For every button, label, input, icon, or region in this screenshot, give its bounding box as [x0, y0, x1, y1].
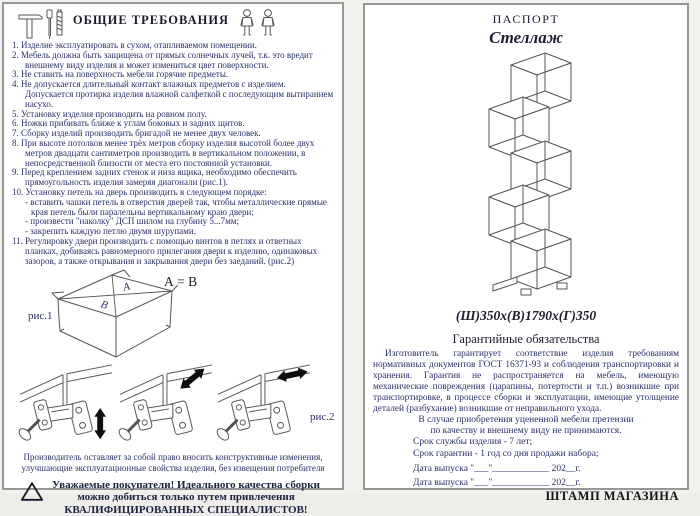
figure-1-label: рис.1 [28, 310, 53, 323]
warranty-title: Гарантийные обязательства [452, 332, 600, 346]
manufacturer-note [4, 452, 342, 473]
requirement-item: 2. Мебель должна быть защищена от прямых солнечных лучей, т.к. это вредит внешнему виду изделия и может измениться цвет поверхности. [12, 49, 313, 70]
left-panel-title: ОБЩИЕ ТРЕБОВАНИЯ [72, 13, 230, 27]
service-life: Срок службы изделия - 7 лет; [413, 437, 533, 447]
manufacturer-note-line2: улучшающие эксплуатационные свойства изделия, без извещения потребителя [21, 462, 325, 473]
warning-text [44, 479, 328, 516]
requirement-subitem: - произвести "наколку" ДСП шилом на глубину 5...7мм; [25, 216, 239, 227]
diagonal-a-label: А [121, 280, 132, 295]
passport-panel [363, 3, 689, 503]
requirement-item: 9. Перед креплением задних стенок и низа ящика, необходимо обеспечить прямоугольность изделия замеряя диагонали (рис.1). [12, 167, 297, 188]
requirement-subitem: - закрепить каждую петлю двумя шурупами. [25, 226, 196, 237]
warning-line2: можно добиться только путем привлечения [77, 491, 295, 504]
requirements-list [4, 40, 342, 266]
shelf-drawing [373, 51, 679, 307]
passport-title: ПАСПОРТ [492, 12, 560, 26]
requirement-subitem: - вставить чашки петель в отверстия дверей так, чтобы металлические прямые края петель были паралельны вертикальному краю двери; [25, 196, 327, 217]
hinge-adjust-diagonal-diagram [116, 363, 214, 449]
warning-line1: Уважаемые покупатели! Идеального качества сборки [52, 478, 320, 491]
hinge-adjust-vertical-diagram [16, 363, 114, 449]
discount-note [373, 415, 679, 437]
warranty-text: Изготовитель гарантирует соответствие изделия требованиям нормативных документов ГОСТ 16371-93 и соблюдения транспортировки и хранения. Гарантия не распространяется на мебель, имеющую механические повреждения (царапины, потертости и т.п.) возникшие при транспортировке, в процессе сборки и эксплуатации, имеющие утолщение деталей (разбухание) возникшие от неправильного ухода. [373, 349, 679, 414]
figure-2-row [4, 363, 342, 451]
requirement-subitem: Допускается протирка изделия влажной салфеткой с последующим вытиранием насухо. [25, 88, 334, 109]
requirement-item: 1. Изделие эксплуатировать в сухом, отапливаемом помещении. [12, 40, 257, 50]
requirement-item: 4. Не допускается длительный контакт влажных предметов с изделием. [12, 79, 286, 90]
figure-1-row [4, 266, 342, 363]
vertical-adjust-arrow-icon [94, 408, 106, 439]
warning-line3: КВАЛИФИЦИРОВАННЫХ СПЕЦИАЛИСТОВ! [64, 503, 308, 516]
figure-2-label: рис.2 [310, 411, 335, 424]
general-requirements-panel [2, 2, 344, 516]
requirement-item: 6. Ножки прибивать ближе к углам боковых и задних щитов. [12, 118, 245, 129]
manufacturer-note-line1: Производитель оставляет за собой право вносить конструктивные изменения, [23, 452, 323, 463]
warning-triangle-icon [20, 479, 44, 502]
two-person-assembly-icon [238, 8, 280, 39]
discount-note-line1: В случае приобретения уцененной мебели претензии [418, 415, 634, 425]
requirement-item: 11. Регулировку двери производить с помощью винтов в петлях и ответных планках, добиваясь равномерного прилегания двери к изделию, одинаковых зазоров, а также открывания и закрывания двери без заеданий. (рис.2) [12, 235, 318, 266]
requirement-item: 3. Не ставить на поверхность мебели горячие предметы. [12, 69, 229, 80]
requirement-item: 10. Установку петель на дверь производить в следующем порядке: [12, 186, 267, 197]
hinge-adjust-depth-diagram [214, 363, 312, 449]
service-terms [413, 437, 679, 460]
diagonal-equality-text: А = В [164, 274, 198, 290]
release-date-line-1: Дата выпуска "___"____________ 202__г. [413, 464, 581, 474]
product-dimensions: (Ш)350х(В)1790х(Г)350 [455, 308, 597, 323]
diagonal-b-label: В [99, 298, 110, 313]
left-panel-header [4, 4, 342, 40]
requirement-item: 5. Установку изделия производить на ровном полу. [12, 108, 207, 119]
tools-icon [16, 8, 64, 41]
requirement-item: 7. Сборку изделий производить бригадой не менее двух человек. [12, 128, 261, 139]
store-stamp-label: ШТАМП МАГАЗИНА [545, 489, 679, 503]
warranty-period: Срок гарантии - 1 год со дня продажи набора; [413, 448, 599, 459]
product-name: Стеллаж [489, 28, 563, 47]
assembly-warning [4, 479, 342, 516]
discount-note-line2: по качеству и внешнему виду не принимаются. [430, 426, 622, 436]
release-date-line-2: Дата выпуска "___"____________ 202__г. [413, 478, 581, 488]
diagonal-measurement-diagram [50, 269, 182, 361]
requirement-item: 8. При высоте потолков менее трёх метров сборку изделия высотой более двух метров двадцати сантиметров производить в вертикальном положении, в непосредственной близости от места его постоянной установки. [12, 137, 315, 168]
